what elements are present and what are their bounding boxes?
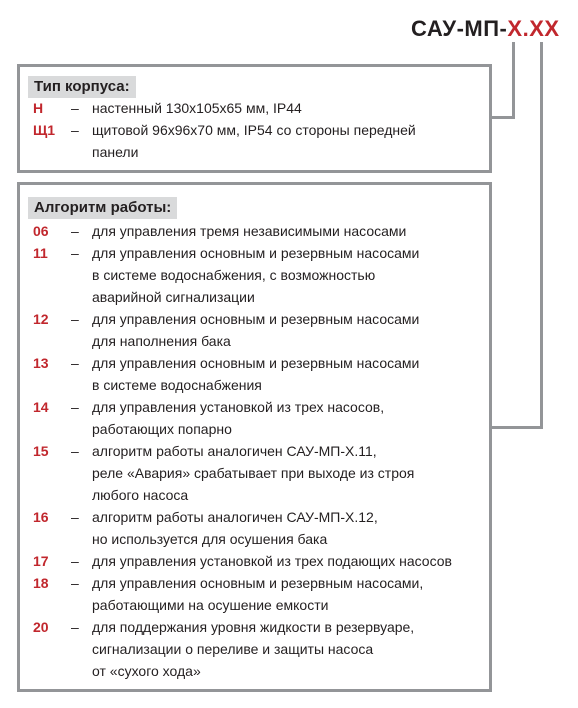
housing-option-description [92, 97, 487, 119]
algorithm-option-dash: – [71, 399, 79, 415]
algorithm-option-dash: – [71, 619, 79, 635]
algorithm-option-description [92, 572, 487, 616]
algorithm-option [20, 572, 490, 616]
algorithm-option [20, 506, 490, 550]
model-code-prefix: САУ-МП- [411, 16, 508, 41]
housing-type-box [17, 64, 492, 173]
algorithm-option-description [92, 352, 487, 396]
housing-option-description-line: щитовой 96х96х70 мм, IP54 со стороны передней [92, 122, 416, 138]
housing-option-description-line: настенный 130х105х65 мм, IP44 [92, 100, 302, 116]
algorithm-option [20, 220, 490, 242]
connector-algorithm-vertical [540, 42, 543, 429]
algorithm-option-code: 13 [33, 355, 49, 371]
algorithm-option-description-line: для управления основным и резервным насосами [92, 355, 420, 371]
algorithm-option-code: 11 [33, 245, 48, 261]
algorithm-box [17, 182, 492, 692]
algorithm-option [20, 396, 490, 440]
algorithm-option-description [92, 396, 487, 440]
housing-option [20, 97, 490, 119]
algorithm-option-description [92, 616, 487, 682]
connector-housing-vertical [512, 42, 515, 119]
algorithm-option-code: 12 [33, 311, 49, 327]
algorithm-option [20, 242, 490, 308]
algorithm-option-description-line: для управления основным и резервным насосами, [92, 575, 424, 591]
connector-algorithm-horizontal [492, 426, 543, 429]
algorithm-option-code: 20 [33, 619, 49, 635]
model-code-dot: . [522, 16, 530, 41]
algorithm-option-dash: – [71, 223, 79, 239]
algorithm-option-description-line: для управления установкой из трех подающих насосов [92, 553, 452, 569]
algorithm-option [20, 550, 490, 572]
algorithm-option-description-line: в системе водоснабжения, с возможностью [92, 267, 376, 283]
algorithm-option-description [92, 242, 487, 308]
housing-option [20, 119, 490, 163]
algorithm-option-description-line: от «сухого хода» [92, 663, 201, 679]
algorithm-option-description-line: в системе водоснабжения [92, 377, 262, 393]
algorithm-option-description [92, 506, 487, 550]
algorithm-option [20, 352, 490, 396]
algorithm-option-description-line: любого насоса [92, 487, 189, 503]
housing-option-dash: – [71, 122, 79, 138]
algorithm-option-description-line: алгоритм работы аналогичен САУ-МП-Х.12, [92, 509, 378, 525]
housing-option-description [92, 119, 487, 163]
algorithm-option-code: 16 [33, 509, 49, 525]
algorithm-option-description-line: для управления основным и резервным насосами [92, 311, 420, 327]
algorithm-option-description-line: но используется для осушения бака [92, 531, 328, 547]
algorithm-option-dash: – [71, 443, 79, 459]
algorithm-option-description-line: аварийной сигнализации [92, 289, 255, 305]
algorithm-option [20, 308, 490, 352]
algorithm-option-description [92, 220, 487, 242]
algorithm-option-description-line: для наполнения бака [92, 333, 231, 349]
housing-type-title: Тип корпуса: [28, 76, 136, 98]
algorithm-option-code: 18 [33, 575, 49, 591]
housing-option-code: Щ1 [33, 122, 56, 138]
housing-option-code: Н [33, 100, 44, 116]
algorithm-title: Алгоритм работы: [28, 197, 177, 219]
housing-option-description-line: панели [92, 144, 139, 160]
model-code-housing-placeholder: Х [507, 16, 523, 41]
connector-housing-horizontal [492, 116, 515, 119]
algorithm-option-description-line: работающих попарно [92, 421, 232, 437]
algorithm-option-dash: – [71, 311, 79, 327]
algorithm-option-code: 17 [33, 553, 49, 569]
algorithm-option-description-line: работающими на осушение емкости [92, 597, 329, 613]
algorithm-option [20, 440, 490, 506]
algorithm-option-description [92, 440, 487, 506]
algorithm-option-dash: – [71, 509, 79, 525]
algorithm-option-description-line: алгоритм работы аналогичен САУ-МП-Х.11, [92, 443, 377, 459]
algorithm-option-description [92, 308, 487, 352]
algorithm-option [20, 616, 490, 682]
model-code-algorithm-placeholder: ХХ [529, 16, 560, 41]
algorithm-option-dash: – [71, 553, 79, 569]
algorithm-option-description-line: сигнализации о переливе и защиты насоса [92, 641, 374, 657]
algorithm-option-description [92, 550, 487, 572]
model-code [411, 16, 560, 42]
algorithm-option-dash: – [71, 355, 79, 371]
housing-option-dash: – [71, 100, 79, 116]
algorithm-option-code: 15 [33, 443, 49, 459]
algorithm-option-code: 14 [33, 399, 49, 415]
algorithm-option-code: 06 [33, 223, 49, 239]
algorithm-option-dash: – [71, 245, 79, 261]
algorithm-option-dash: – [71, 575, 79, 591]
algorithm-option-description-line: для поддержания уровня жидкости в резервуаре, [92, 619, 415, 635]
algorithm-option-description-line: для управления тремя независимыми насосами [92, 223, 407, 239]
algorithm-option-description-line: для управления основным и резервным насосами [92, 245, 420, 261]
algorithm-option-description-line: для управления установкой из трех насосов, [92, 399, 385, 415]
algorithm-option-description-line: реле «Авария» срабатывает при выходе из строя [92, 465, 415, 481]
